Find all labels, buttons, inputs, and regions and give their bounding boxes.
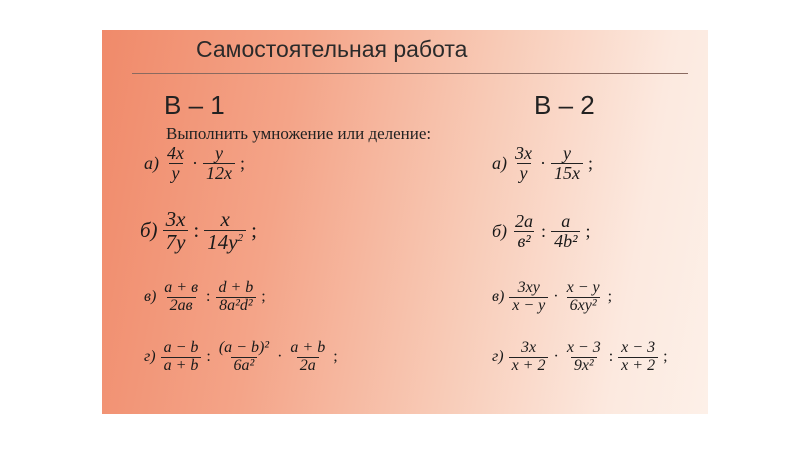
numerator: d + b	[218, 279, 254, 296]
operator: :	[193, 218, 200, 243]
operator: ·	[540, 152, 546, 173]
fraction	[161, 340, 202, 375]
denominator	[204, 230, 246, 253]
problem-label: г)	[492, 348, 504, 366]
denominator: a + b	[161, 357, 202, 375]
numerator: x − 3	[566, 339, 601, 356]
numerator: a − b	[163, 339, 199, 356]
instruction-text: Выполнить умножение или деление:	[166, 124, 432, 143]
exponent: 2	[237, 232, 244, 245]
operator: ·	[553, 288, 559, 306]
problem-label: а)	[144, 152, 159, 173]
title-divider	[132, 73, 688, 74]
numerator: 3xy	[517, 279, 540, 296]
variant-1-label: В – 1	[164, 90, 225, 120]
fraction	[287, 340, 328, 375]
fraction	[215, 280, 256, 315]
denominator: 2a	[297, 357, 319, 375]
page-title: Самостоятельная работа	[196, 36, 468, 62]
denominator: 9x²	[571, 357, 597, 375]
numerator: a + в	[164, 279, 199, 296]
numerator: (a − b)²	[218, 339, 270, 356]
slide	[102, 30, 708, 414]
numerator: x − 3	[621, 339, 656, 356]
denominator: 15x	[551, 163, 583, 183]
denominator: 7y	[163, 230, 189, 253]
operator: ·	[192, 152, 198, 173]
operator: :	[608, 348, 614, 366]
semicolon: ;	[240, 152, 246, 173]
v2-problem-d	[492, 340, 668, 375]
problem-label: а)	[492, 152, 507, 173]
v1-problem-b	[140, 208, 257, 253]
v2-problem-a	[492, 144, 593, 183]
denominator: 2aв	[167, 297, 196, 315]
fraction	[564, 280, 603, 315]
operator: :	[206, 288, 211, 306]
semicolon: ;	[607, 288, 613, 306]
numerator: x	[220, 207, 230, 231]
fraction	[163, 208, 189, 253]
denominator: 12x	[203, 163, 235, 183]
fraction	[509, 340, 549, 375]
numerator: 4x	[167, 143, 184, 163]
numerator: 3x	[165, 207, 186, 231]
fraction	[618, 340, 658, 375]
numerator: 3x	[515, 143, 532, 163]
operator: ·	[277, 348, 283, 366]
problem-label: в)	[492, 288, 505, 306]
variant-2-label: В – 2	[534, 90, 595, 120]
fraction	[551, 212, 580, 251]
numerator: x − y	[566, 279, 600, 296]
denominator: x + 2	[509, 357, 549, 375]
numerator: 2a	[515, 211, 534, 231]
fraction	[512, 212, 536, 251]
operator: :	[206, 348, 211, 366]
v2-problem-b	[492, 212, 590, 251]
v1-problem-d	[144, 340, 338, 375]
numerator: 3x	[520, 339, 537, 356]
problem-label: б)	[492, 220, 508, 241]
fraction	[164, 144, 187, 183]
operator: :	[541, 220, 547, 241]
problem-label: б)	[140, 218, 158, 243]
numerator: a + b	[290, 339, 326, 356]
fraction	[216, 340, 272, 375]
denominator: y	[169, 163, 183, 183]
semicolon: ;	[251, 218, 257, 243]
fraction	[512, 144, 535, 183]
v1-problem-a	[144, 144, 245, 183]
numerator: y	[563, 143, 571, 163]
denominator: 8a²d²	[216, 297, 256, 315]
problem-label: г)	[144, 348, 156, 366]
denominator: 6xy²	[567, 297, 600, 315]
v2-problem-c	[492, 280, 612, 315]
semicolon: ;	[585, 220, 591, 241]
denominator: y	[517, 163, 531, 183]
fraction	[204, 208, 246, 253]
fraction	[161, 280, 201, 315]
problem-label: в)	[144, 288, 157, 306]
semicolon: ;	[333, 348, 338, 366]
denominator: x − y	[509, 297, 548, 315]
numerator: y	[215, 143, 223, 163]
semicolon: ;	[588, 152, 594, 173]
operator: ·	[553, 348, 559, 366]
fraction	[551, 144, 583, 183]
numerator: a	[561, 211, 571, 231]
denominator: 4b²	[551, 231, 580, 251]
denominator: 6a²	[231, 357, 258, 375]
fraction	[203, 144, 235, 183]
v1-problem-c	[144, 280, 266, 315]
semicolon: ;	[663, 348, 668, 366]
fraction	[509, 280, 548, 315]
denominator-base: 14y	[207, 230, 238, 255]
denominator: в²	[514, 231, 533, 251]
denominator: x + 2	[618, 357, 658, 375]
fraction	[564, 340, 604, 375]
semicolon: ;	[261, 288, 266, 306]
